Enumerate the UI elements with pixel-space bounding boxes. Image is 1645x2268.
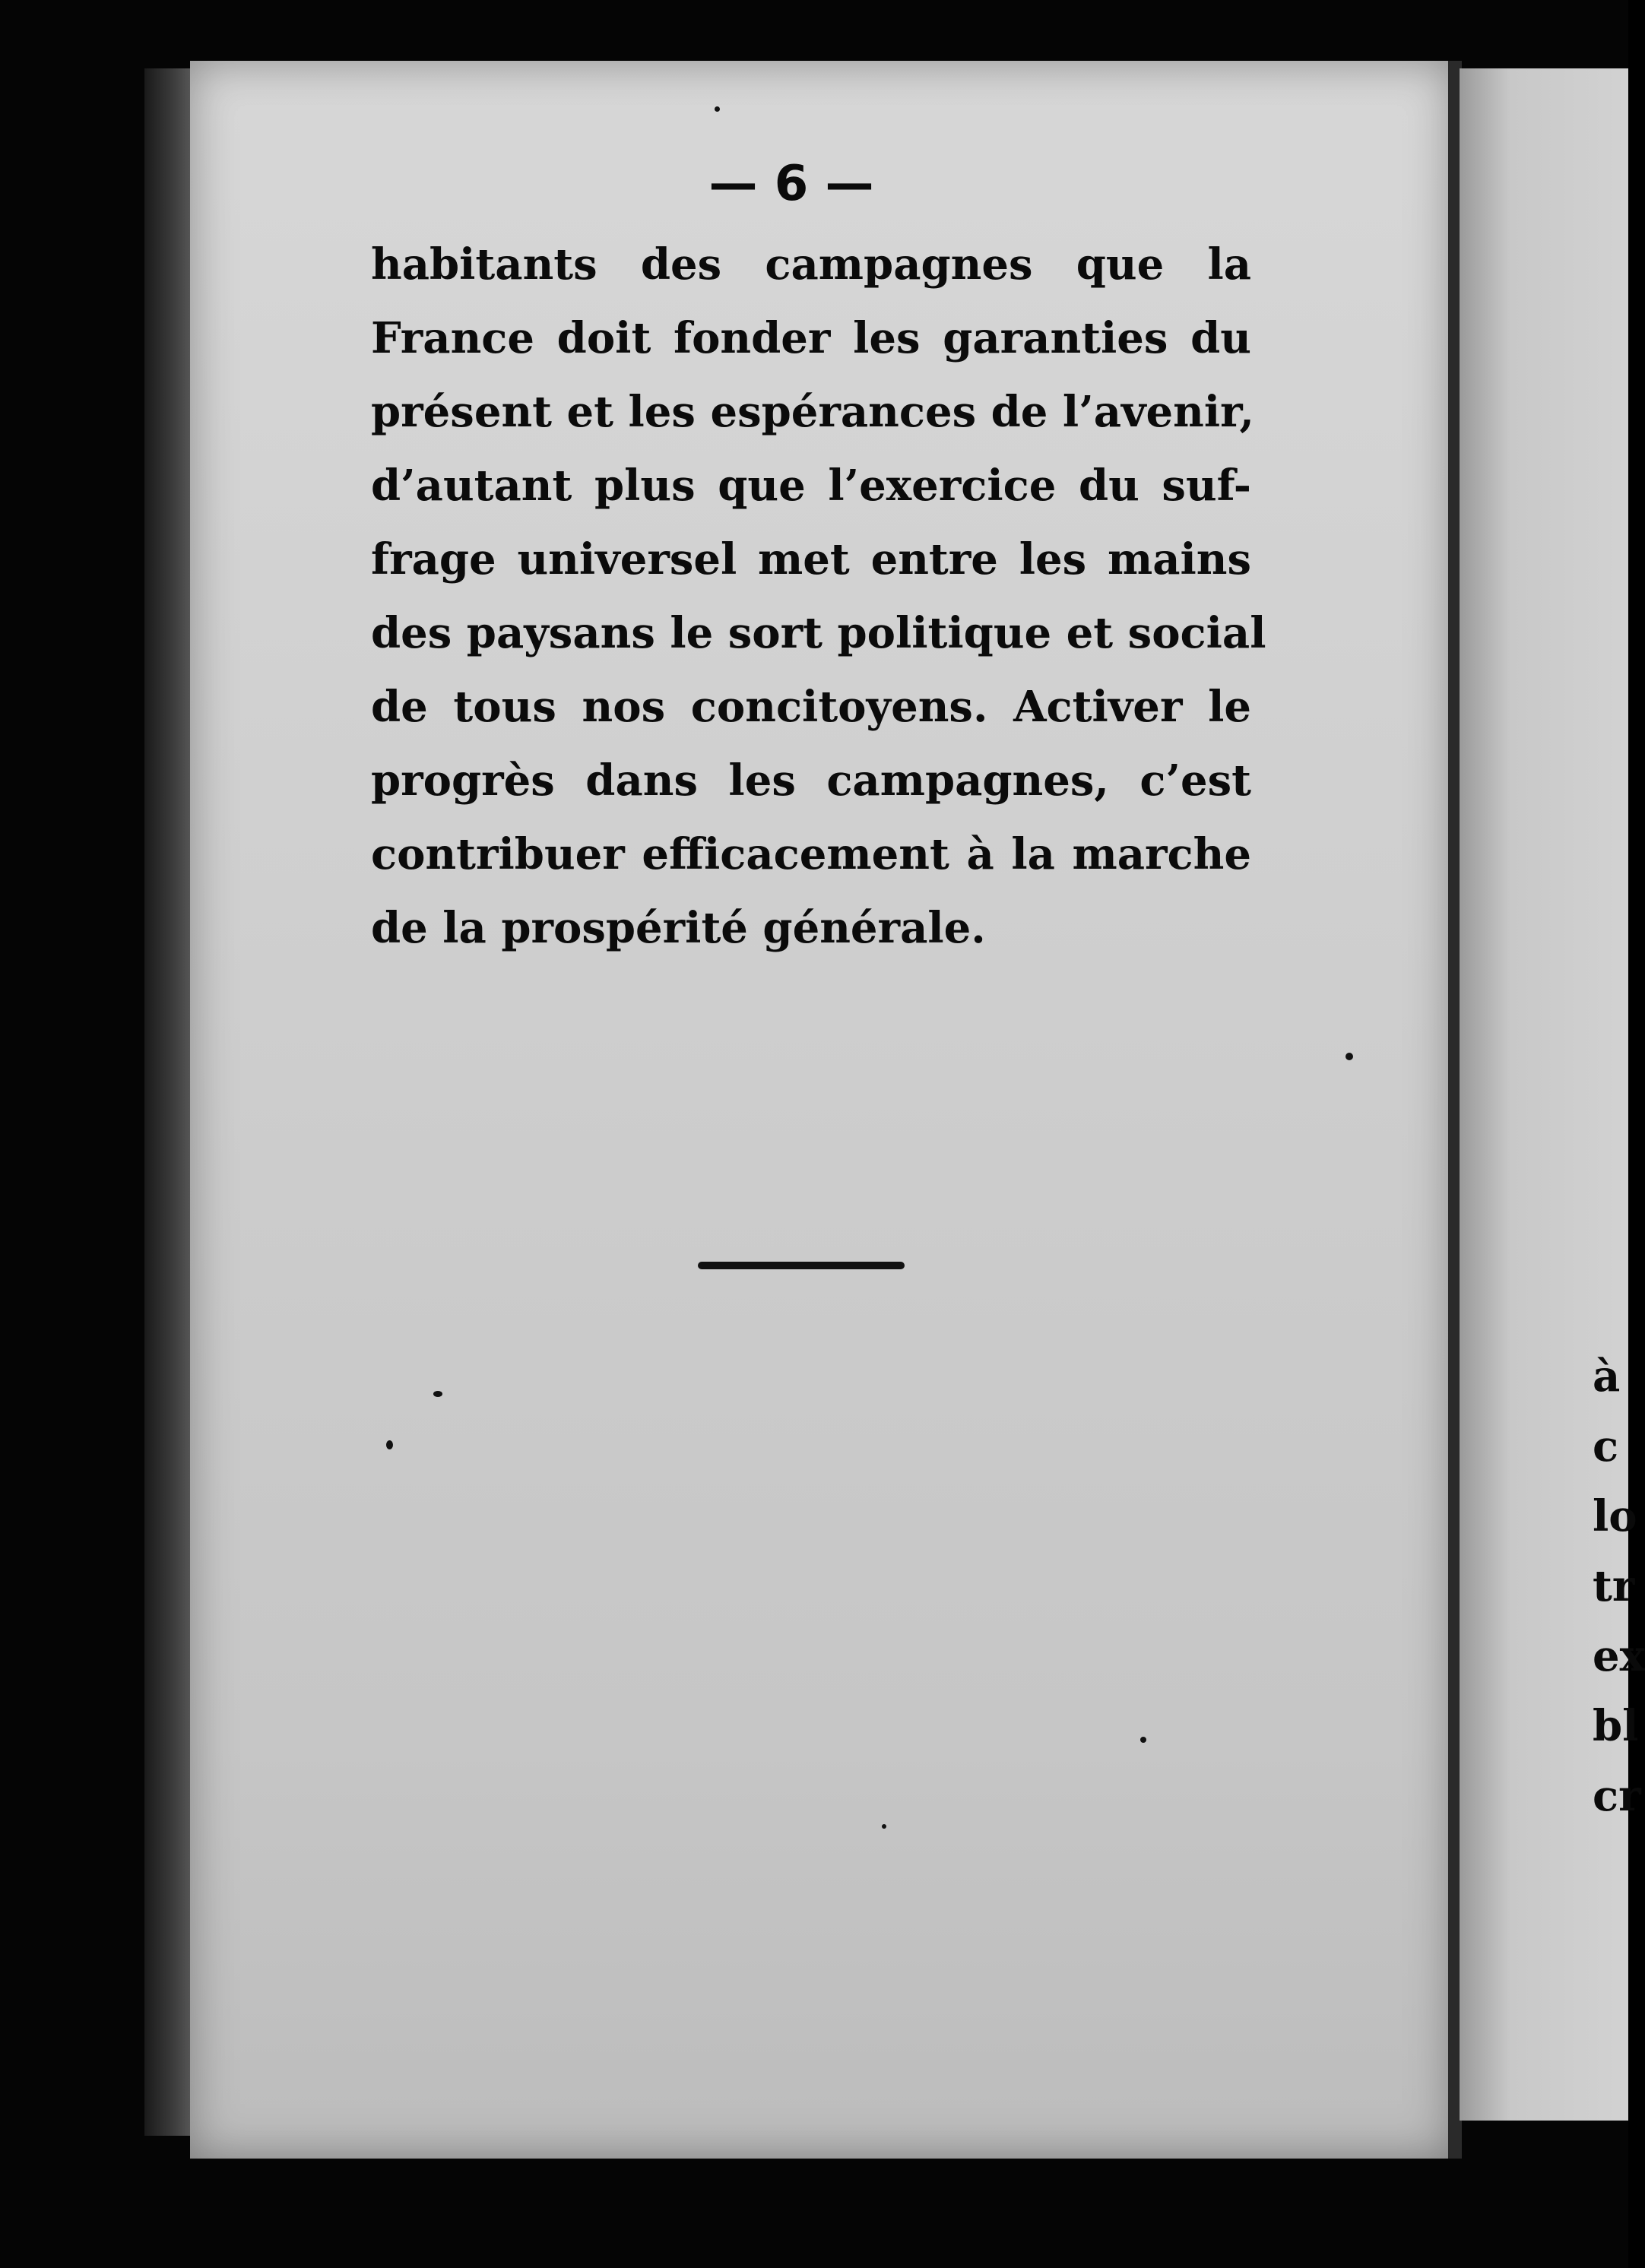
body-line: présent et les espérances de l’avenir, [371, 387, 1255, 437]
ink-speck [433, 1391, 442, 1397]
ink-speck [1345, 1053, 1353, 1060]
page-number [0, 156, 1628, 212]
body-line: de la prospérité générale. [371, 903, 986, 953]
body-line: progrès dans les campagnes, c’est [371, 755, 1251, 806]
ink-speck [386, 1440, 393, 1449]
page-number-text: — 6 — [708, 156, 874, 212]
facing-line: c [1593, 1421, 1619, 1471]
ink-speck [1140, 1737, 1146, 1743]
body-line: contribuer efficacement à la marche [371, 829, 1251, 879]
body-line: frage universel met entre les mains [371, 534, 1251, 584]
facing-line: ex [1593, 1631, 1645, 1681]
book-left-edge [144, 68, 190, 2136]
body-line: des paysans le sort politique et social [371, 608, 1266, 658]
body-line: France doit fonder les garanties du [371, 313, 1251, 363]
body-line: habitants des campagnes que la [371, 239, 1251, 290]
body-text [371, 228, 1266, 965]
facing-line: bl [1593, 1701, 1639, 1751]
facing-line: à [1593, 1351, 1621, 1402]
ink-speck [882, 1824, 886, 1829]
facing-line: tr [1593, 1561, 1635, 1611]
body-line: d’autant plus que l’exercice du suf- [371, 461, 1251, 511]
ink-speck [715, 106, 720, 112]
body-line: de tous nos concitoyens. Activer le [371, 682, 1251, 732]
facing-line: lo [1593, 1491, 1637, 1541]
section-rule [698, 1262, 905, 1269]
facing-line: cr [1593, 1771, 1641, 1821]
facing-page-text [1593, 1341, 1645, 1831]
